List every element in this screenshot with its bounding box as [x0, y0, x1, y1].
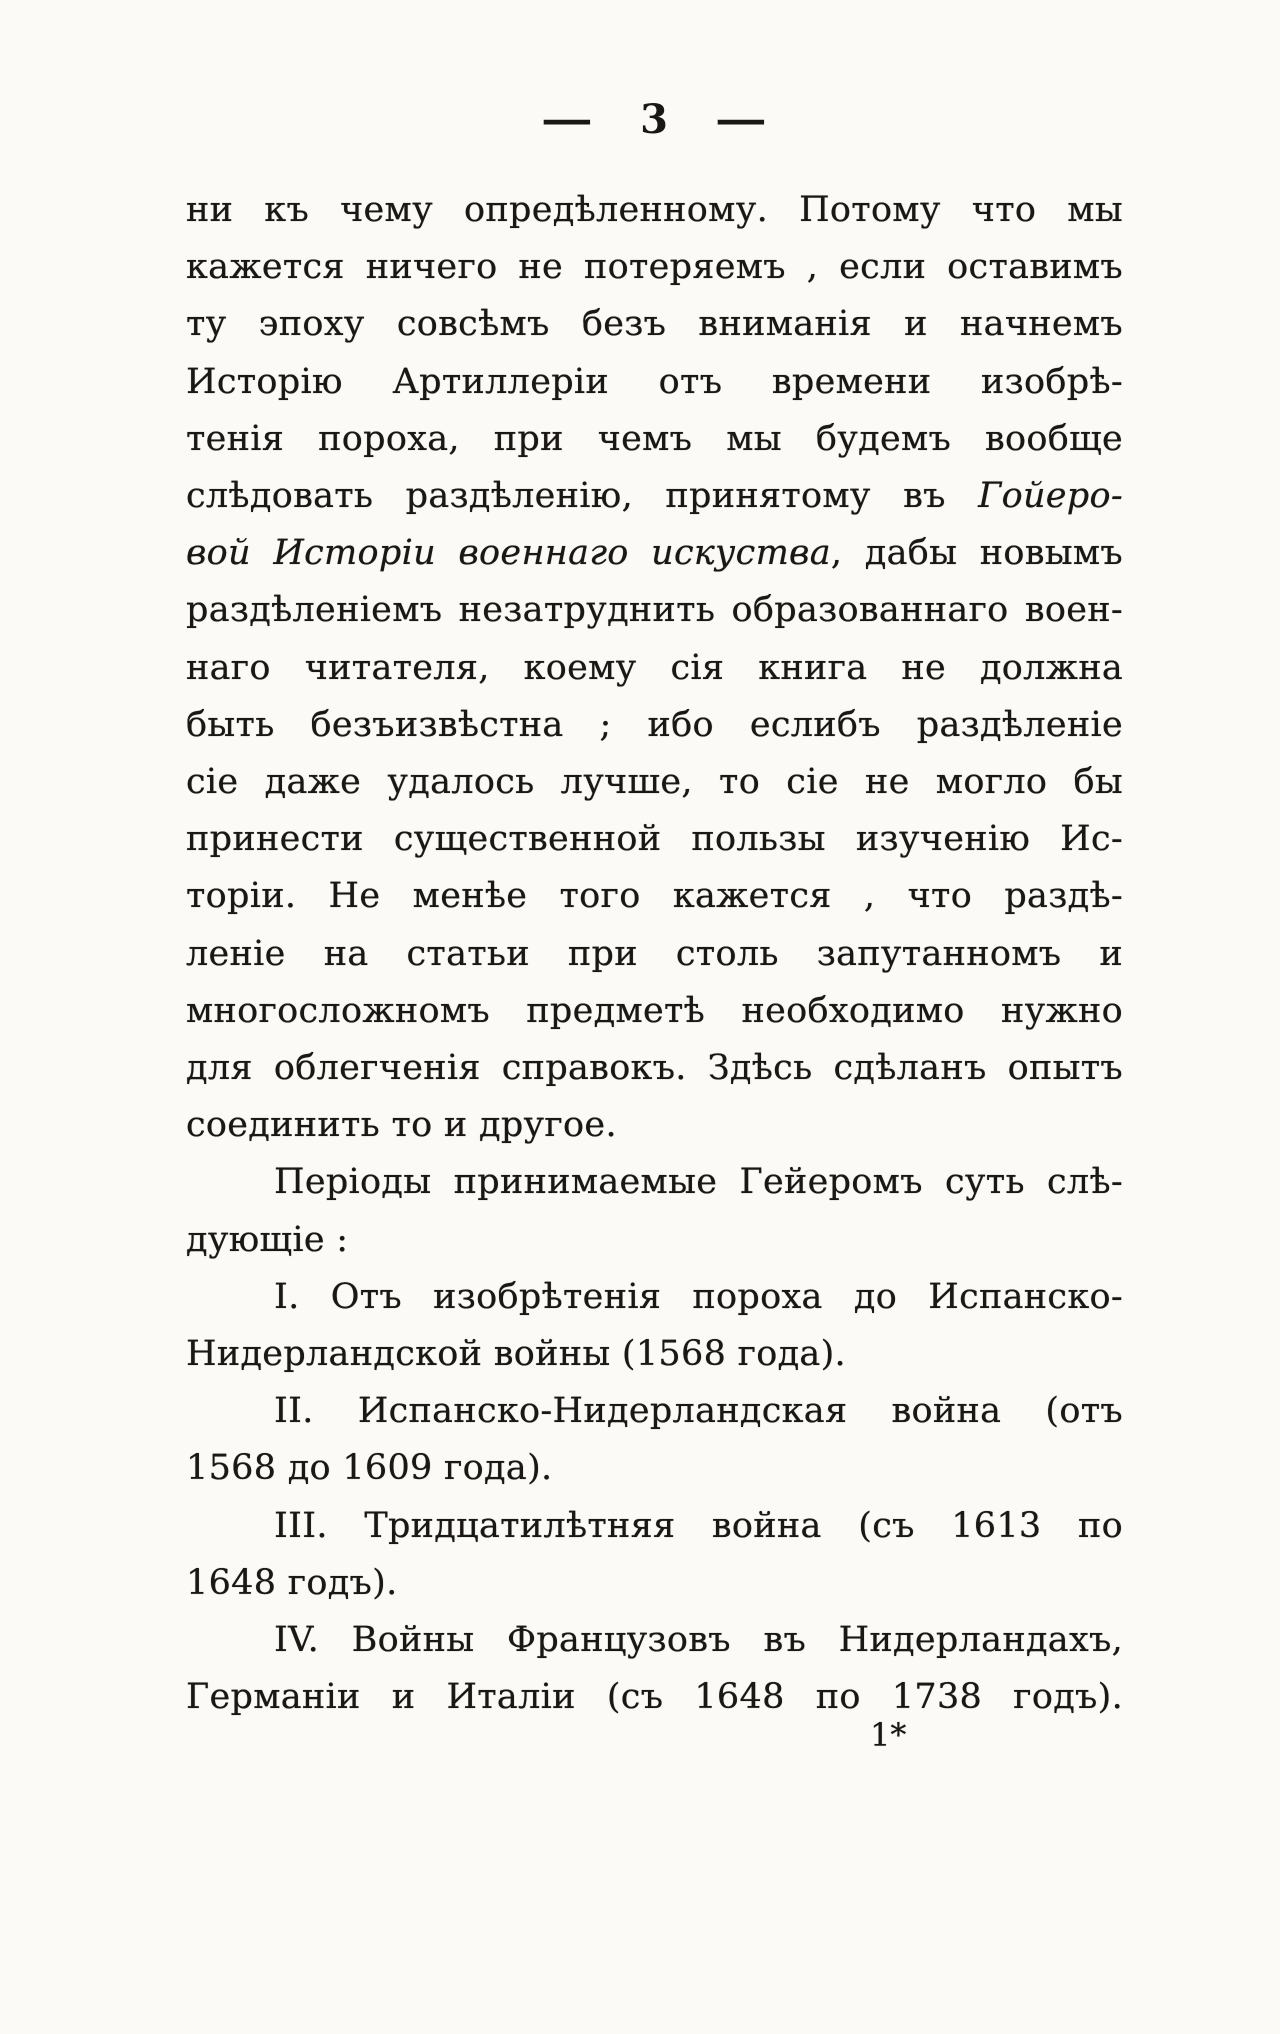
text-segment: многосложномъ предметѣ необходимо нужно	[186, 990, 1123, 1031]
text-segment: Исторію Артиллеріи отъ времени изобрѣ-	[186, 361, 1123, 402]
italic-text-segment: вой Исторіи военнаго искуства	[186, 533, 831, 574]
text-line	[186, 468, 1123, 525]
text-segment: кажется ничего не потеряемъ , если оставимъ	[186, 247, 1123, 288]
text-line	[186, 1669, 1123, 1726]
text-segment: I. Отъ изобрѣтенія пороха до Испанско-	[274, 1276, 1123, 1317]
text-segment: раздѣленіемъ незатруднить образованнаго воен-	[186, 590, 1123, 631]
text-segment: леніе на статьи при столь запутанномъ и	[186, 933, 1123, 974]
text-line	[186, 239, 1123, 296]
text-line	[186, 1154, 1123, 1211]
italic-text-segment: Гойеро-	[978, 476, 1123, 517]
text-line	[186, 926, 1123, 983]
text-line	[186, 354, 1123, 411]
text-line	[186, 525, 1123, 582]
text-line	[186, 296, 1123, 353]
text-line	[186, 582, 1123, 639]
page-number: 3	[640, 96, 669, 143]
text-line	[186, 1555, 1123, 1612]
text-segment: для облегченія справокъ. Здѣсь сдѣланъ опытъ	[186, 1048, 1123, 1089]
text-segment: быть безъизвѣстна ; ибо еслибъ раздѣленіе	[186, 704, 1123, 745]
text-segment: тенія пороха, при чемъ мы будемъ вообще	[186, 418, 1123, 459]
text-line	[186, 1269, 1123, 1326]
header-left-dash: —	[540, 96, 595, 143]
text-segment: торіи. Не менѣе того кажется , что раздѣ-	[186, 876, 1123, 917]
text-line	[186, 697, 1123, 754]
text-line	[186, 1040, 1123, 1097]
text-line	[186, 1383, 1123, 1440]
text-line	[186, 1498, 1123, 1555]
text-segment: ту эпоху совсѣмъ безъ вниманія и начнемъ	[186, 304, 1123, 345]
text-line	[186, 411, 1123, 468]
text-line	[186, 1326, 1123, 1383]
text-segment: Нидерландской войны (1568 года).	[186, 1334, 846, 1375]
text-line	[186, 868, 1123, 925]
text-segment: IV. Войны Французовъ въ Нидерландахъ,	[274, 1620, 1123, 1661]
text-line	[186, 754, 1123, 811]
text-line	[186, 811, 1123, 868]
text-segment: III. Тридцатилѣтняя война (съ 1613 по	[274, 1505, 1123, 1546]
text-line	[186, 182, 1123, 239]
text-segment: принести существенной пользы изученію Ис-	[186, 819, 1123, 860]
text-line	[186, 640, 1123, 697]
text-segment: 1568 до 1609 года).	[186, 1448, 553, 1489]
text-line	[186, 1212, 1123, 1269]
text-segment: дующіе :	[186, 1219, 349, 1260]
text-segment: наго читателя, коему сія книга не должна	[186, 647, 1123, 688]
text-segment: Періоды принимаемые Гейеромъ суть слѣ-	[274, 1162, 1123, 1203]
text-segment: Германіи и Италіи (съ 1648 по 1738 годъ).	[186, 1677, 1123, 1718]
text-segment: , дабы новымъ	[830, 533, 1123, 574]
text-segment: соединить то и другое.	[186, 1105, 617, 1146]
text-segment: сіе даже удалось лучше, то сіе не могло бы	[186, 762, 1123, 803]
text-line	[186, 1097, 1123, 1154]
text-line	[186, 1612, 1123, 1669]
text-line	[186, 983, 1123, 1040]
text-segment: слѣдовать раздѣленію, принятому въ	[186, 476, 979, 517]
text-segment: ни къ чему опредѣленному. Потому что мы	[186, 190, 1123, 230]
text-column	[186, 182, 1123, 1726]
text-line	[186, 1440, 1123, 1497]
page-header	[186, 96, 1123, 143]
text-segment: 1648 годъ).	[186, 1562, 398, 1603]
signature-mark: 1*	[870, 1716, 907, 1754]
text-segment: II. Испанско-Нидерландская война (отъ	[274, 1391, 1123, 1432]
header-right-dash: —	[714, 96, 769, 143]
